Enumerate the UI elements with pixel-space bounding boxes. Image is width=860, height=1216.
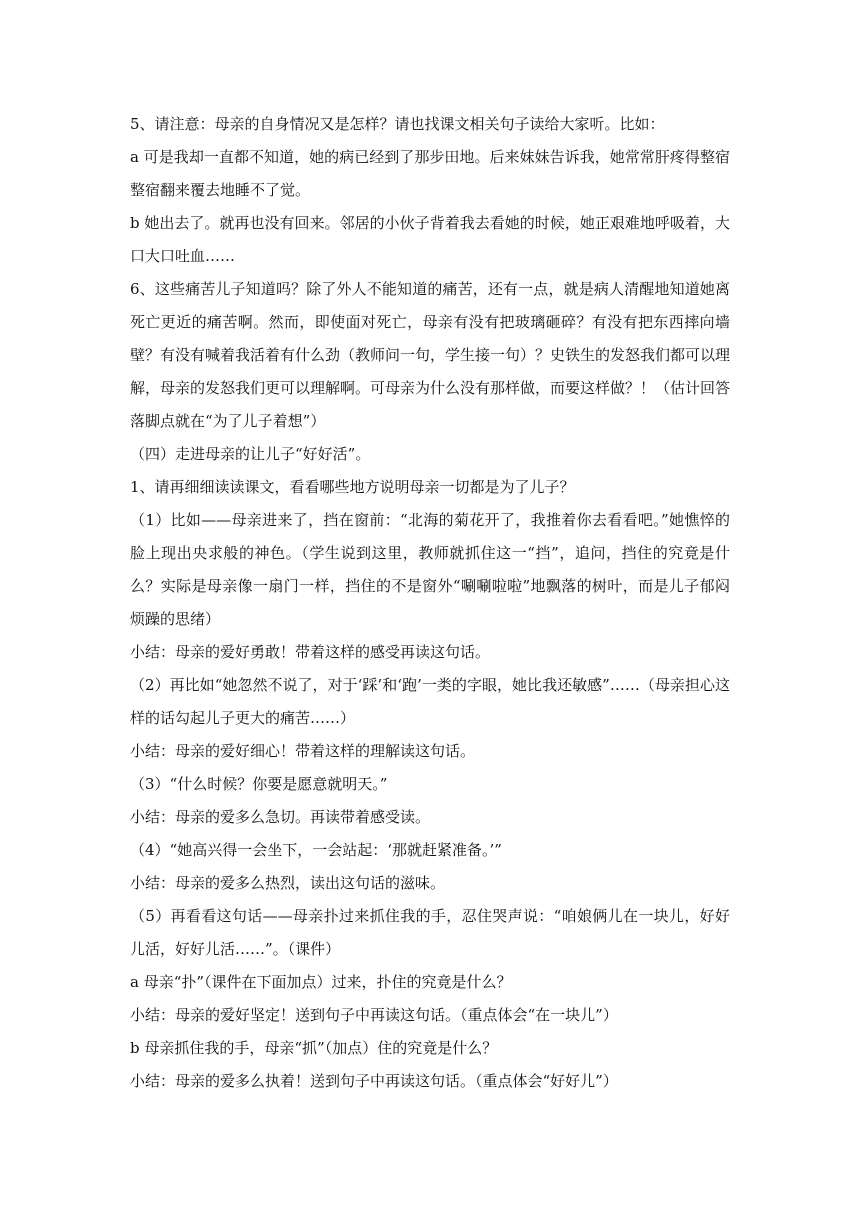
paragraph-summary-5a: 小结：母亲的爱好坚定！送到句子中再读这句话。（重点体会“在一块儿”） [130,1006,618,1024]
paragraph-summary-5b: 小结：母亲的爱多么执着！送到句子中再读这句话。（重点体会“好好儿”） [130,1072,618,1090]
paragraph-example-2: （2）再比如“她忽然不说了，对于‘踩’和‘跑’一类的字眼，她比我还敏感”……（母亲担心这样的话勾起儿子更大的痛苦……） [130,676,730,727]
paragraph-quote-b: b 她出去了。就再也没有回来。邻居的小伙子背着我去看她的时候，她正艰难地呼吸着，大口大口吐血…… [130,214,730,265]
paragraph-step-6: 6、这些痛苦儿子知道吗？除了外人不能知道的痛苦，还有一点，就是病人清醒地知道她离死亡更近的痛苦啊。然而，即使面对死亡，母亲有没有把玻璃砸碎？有没有把东西摔向墙壁？有没有喊着我活着有什么劲（教师问一句，学生接一句）？史铁生的发怒我们都可以理解，母亲的发怒我们更可以理解啊。可母亲为什么没有那样做，而要这样做？！（估计回答落脚点就在“为了儿子着想”） [130,280,731,430]
paragraph-example-3: （3）“什么时候？你要是愿意就明天。” [130,775,388,793]
paragraph-summary-2: 小结：母亲的爱好细心！带着这样的理解读这句话。 [130,742,476,760]
paragraph-sub-a: a 母亲“扑”（课件在下面加点）过来，扑住的究竟是什么？ [130,973,512,991]
paragraph-example-5: （5）再看看这句话——母亲扑过来抓住我的手，忍住哭声说：“咱娘俩儿在一块儿，好好儿活，好好儿活……”。（课件） [130,907,730,958]
paragraph-summary-1: 小结：母亲的爱好勇敢！带着这样的感受再读这句话。 [130,643,491,661]
section-heading-4: （四）走进母亲的让儿子“好好活”。 [130,445,371,463]
paragraph-summary-3: 小结：母亲的爱多么急切。再读带着感受读。 [130,808,431,826]
document-body [130,108,730,1098]
paragraph-task-1: 1、请再细细读读课文，看看哪些地方说明母亲一切都是为了儿子？ [130,478,575,496]
paragraph-sub-b: b 母亲抓住我的手，母亲“抓”（加点）住的究竟是什么？ [130,1039,498,1057]
paragraph-summary-4: 小结：母亲的爱多么热烈，读出这句话的滋味。 [130,874,446,892]
paragraph-example-4: （4）“她高兴得一会坐下，一会站起：‘那就赶紧准备。’” [130,841,502,859]
paragraph-step-5: 5、请注意：母亲的自身情况又是怎样？请也找课文相关句子读给大家听。比如： [130,115,665,133]
paragraph-example-1: （1）比如——母亲进来了，挡在窗前：“北海的菊花开了，我推着你去看看吧。”她憔悴的脸上现出央求般的神色。（学生说到这里，教师就抓住这一“挡”，追问，挡住的究竟是什么？实际是母亲像一扇门一样，挡住的不是窗外“唰唰啦啦”地飘落的树叶，而是儿子郁闷烦躁的思绪） [130,511,730,628]
paragraph-quote-a: a 可是我却一直都不知道，她的病已经到了那步田地。后来妹妹告诉我，她常常肝疼得整宿整宿翻来覆去地睡不了觉。 [130,148,730,199]
